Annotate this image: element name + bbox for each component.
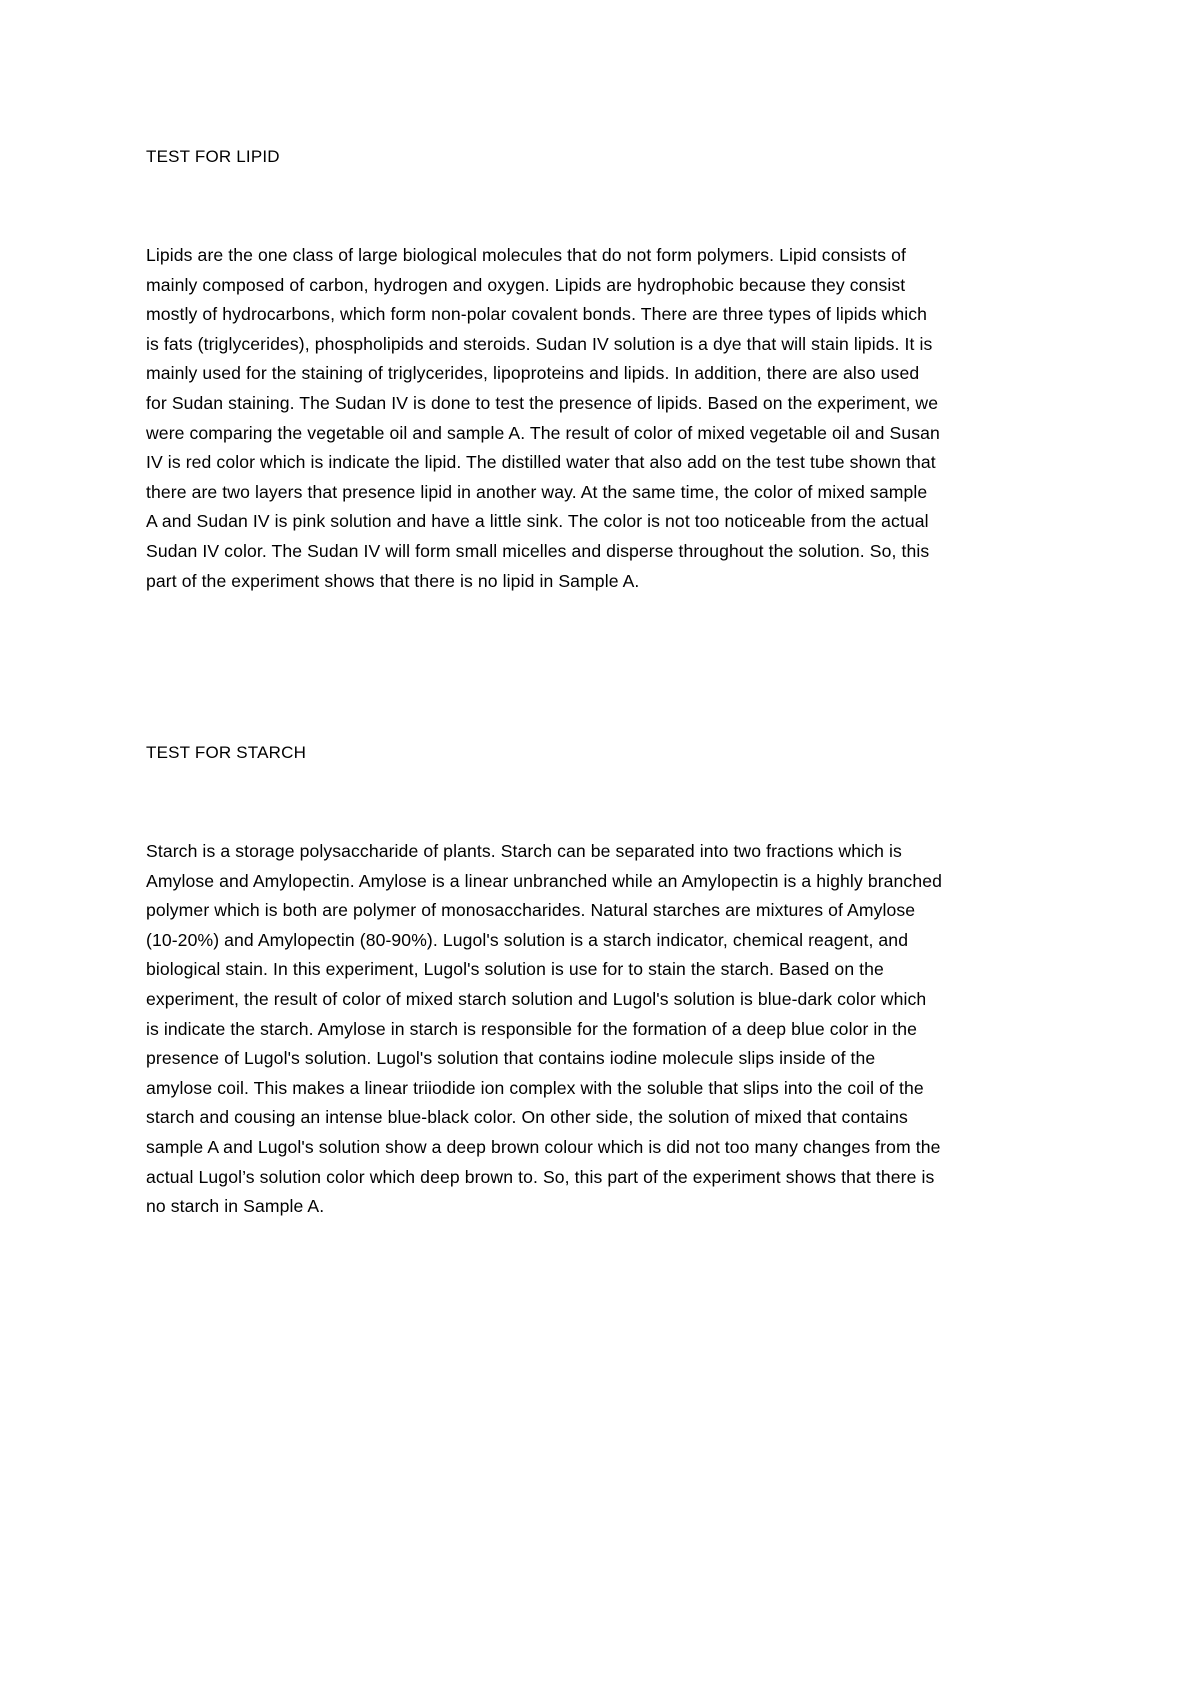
text-line: there are two layers that presence lipid in another way. At the same time, the color of mixed sample [146, 481, 928, 502]
text-line: were comparing the vegetable oil and sample A. The result of color of mixed vegetable oil and Susan [146, 422, 940, 443]
section-body [146, 241, 1066, 596]
text-line: is fats (triglycerides), phospholipids and steroids. Sudan IV solution is a dye that will stain lipids. It is [146, 333, 933, 354]
text-line: experiment, the result of color of mixed starch solution and Lugol's solution is blue-dark color which [146, 988, 927, 1009]
text-line: is indicate the starch. Amylose in starch is responsible for the formation of a deep blue color in the [146, 1018, 918, 1039]
section-starch [146, 742, 1066, 1222]
text-line: A and Sudan IV is pink solution and have a little sink. The color is not too noticeable from the actual [146, 511, 929, 532]
section-heading: TEST FOR STARCH [146, 743, 307, 762]
text-line: for Sudan staining. The Sudan IV is done to test the presence of lipids. Based on the experiment, we [146, 392, 939, 413]
text-line: mainly used for the staining of triglycerides, lipoproteins and lipids. In addition, there are also used [146, 363, 920, 384]
text-line: mainly composed of carbon, hydrogen and oxygen. Lipids are hydrophobic because they consist [146, 274, 906, 295]
section-lipid [146, 146, 1066, 596]
text-line: starch and cousing an intense blue-black color. On other side, the solution of mixed that contains [146, 1107, 908, 1128]
text-line: polymer which is both are polymer of monosaccharides. Natural starches are mixtures of Amylose [146, 900, 916, 921]
text-line: Starch is a storage polysaccharide of plants. Starch can be separated into two fractions which is [146, 841, 902, 861]
text-line: presence of Lugol's solution. Lugol's solution that contains iodine molecule slips inside of the [146, 1048, 876, 1069]
text-line: actual Lugol’s solution color which deep brown to. So, this part of the experiment shows that there is [146, 1166, 935, 1187]
section-heading: TEST FOR LIPID [146, 147, 280, 166]
text-line: (10-20%) and Amylopectin (80-90%). Lugol's solution is a starch indicator, chemical reagent, and [146, 929, 909, 950]
text-line: sample A and Lugol's solution show a deep brown colour which is did not too many changes from the [146, 1136, 941, 1157]
text-line: part of the experiment shows that there is no lipid in Sample A. [146, 570, 640, 591]
text-line: IV is red color which is indicate the lipid. The distilled water that also add on the test tube shown that [146, 452, 936, 473]
text-line: biological stain. In this experiment, Lugol's solution is use for to stain the starch. Based on the [146, 959, 884, 980]
text-line: no starch in Sample A. [146, 1196, 325, 1217]
text-line: Amylose and Amylopectin. Amylose is a linear unbranched while an Amylopectin is a highly branched [146, 870, 942, 891]
text-line: Sudan IV color. The Sudan IV will form small micelles and disperse throughout the solution. So, this [146, 540, 930, 561]
text-line: amylose coil. This makes a linear triiodide ion complex with the soluble that slips into the coil of the [146, 1077, 924, 1098]
text-line: Lipids are the one class of large biological molecules that do not form polymers. Lipid consists of [146, 245, 906, 265]
text-line: mostly of hydrocarbons, which form non-polar covalent bonds. There are three types of lipids which [146, 304, 928, 325]
section-body [146, 837, 1066, 1222]
